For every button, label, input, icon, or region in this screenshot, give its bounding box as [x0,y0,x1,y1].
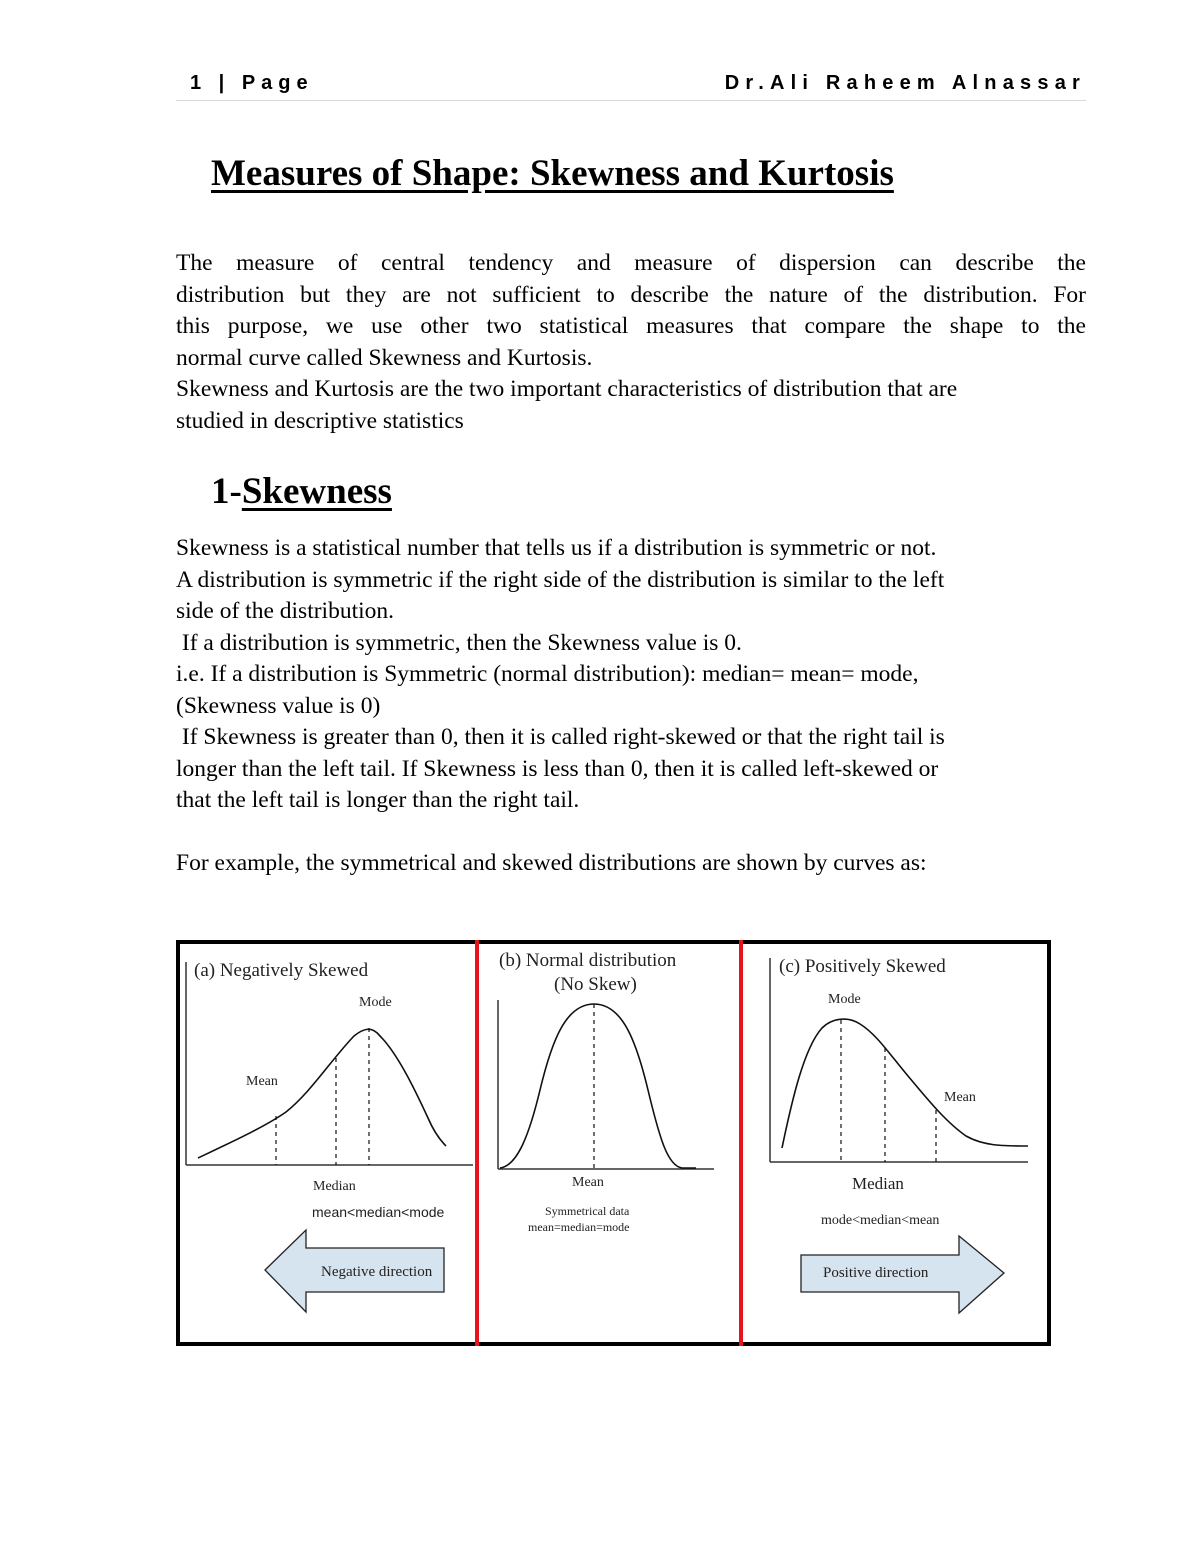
positive-skew-curve [782,1019,1028,1148]
text-line: distribution but they are not sufficient to describe the nature of the distribution. For [176,281,1086,308]
panel-negatively-skewed [186,960,473,1312]
text-line: that the left tail is longer than the right tail. [176,787,580,813]
text-line: i.e. If a distribution is Symmetric (normal distribution): median= mean= mode, [176,661,919,687]
text-line: Skewness and Kurtosis are the two important characteristics of distribution that are [176,376,958,402]
panel-b-caption-line1: Symmetrical data [545,1204,630,1218]
normal-curve [500,1004,696,1168]
panel-positively-skewed [770,956,1028,1313]
negative-skew-curve [198,1029,446,1158]
section-heading-skewness [211,470,392,513]
text-line: The measure of central tendency and measure of dispersion can describe the [176,250,1086,276]
panel-b-title-line1: (b) Normal distribution [499,950,677,971]
text-line: (Skewness value is 0) [176,692,381,719]
panel-a-relation: mean<median<mode [312,1204,445,1220]
intro-paragraph-1 [176,248,1086,374]
panel-normal-distribution [498,950,714,1234]
section-title: Skewness [241,471,392,512]
panel-b-title-line2: (No Skew) [554,974,637,995]
text-line: longer than the left tail. If Skewness is less than 0, then it is called left-skewed or [176,755,939,782]
panel-a-median-label: Median [313,1179,356,1194]
text-line: side of the distribution. [176,598,395,624]
author-name: Dr.Ali Raheem Alnassar [724,72,1086,94]
panel-c-relation: mode<median<mean [821,1213,940,1228]
panel-c-mode-label: Mode [828,992,861,1007]
text-line: If a distribution is symmetric, then the Skewness value is 0. [176,629,742,656]
text-line: studied in descriptive statistics [176,407,464,434]
page-number: 1 | Page [190,72,314,94]
text-line: For example, the symmetrical and skewed distributions are shown by curves as: [176,850,927,876]
skewness-paragraph [176,533,1086,817]
text-line: A distribution is symmetric if the right side of the distribution is similar to the left [176,566,945,593]
page-header [176,70,1086,101]
panel-c-mean-label: Mean [944,1090,976,1105]
page-title: Measures of Shape: Skewness and Kurtosis [211,153,894,194]
panel-a-mean-label: Mean [246,1074,278,1089]
panel-a-mode-label: Mode [359,995,392,1010]
text-line: this purpose, we use other two statistical measures that compare the shape to the [176,313,1086,339]
text-line: normal curve called Skewness and Kurtosis. [176,344,593,371]
panel-c-arrow-label: Positive direction [823,1265,929,1281]
text-line: Skewness is a statistical number that tells us if a distribution is symmetric or not. [176,535,937,561]
panel-c-title: (c) Positively Skewed [779,956,946,977]
panel-b-mean-label: Mean [572,1175,604,1190]
panel-a-title: (a) Negatively Skewed [194,960,369,981]
panel-a-arrow-label: Negative direction [321,1264,433,1280]
example-paragraph [176,848,1086,880]
skewness-figure [176,940,1051,1346]
text-line: If Skewness is greater than 0, then it is called right-skewed or that the right tail is [176,724,945,750]
section-number: 1- [211,471,242,512]
panel-c-median-label: Median [852,1174,904,1193]
panel-b-caption-line2: mean=median=mode [528,1220,630,1234]
intro-paragraph-2 [176,374,1086,437]
skewness-diagram [176,940,1051,1346]
